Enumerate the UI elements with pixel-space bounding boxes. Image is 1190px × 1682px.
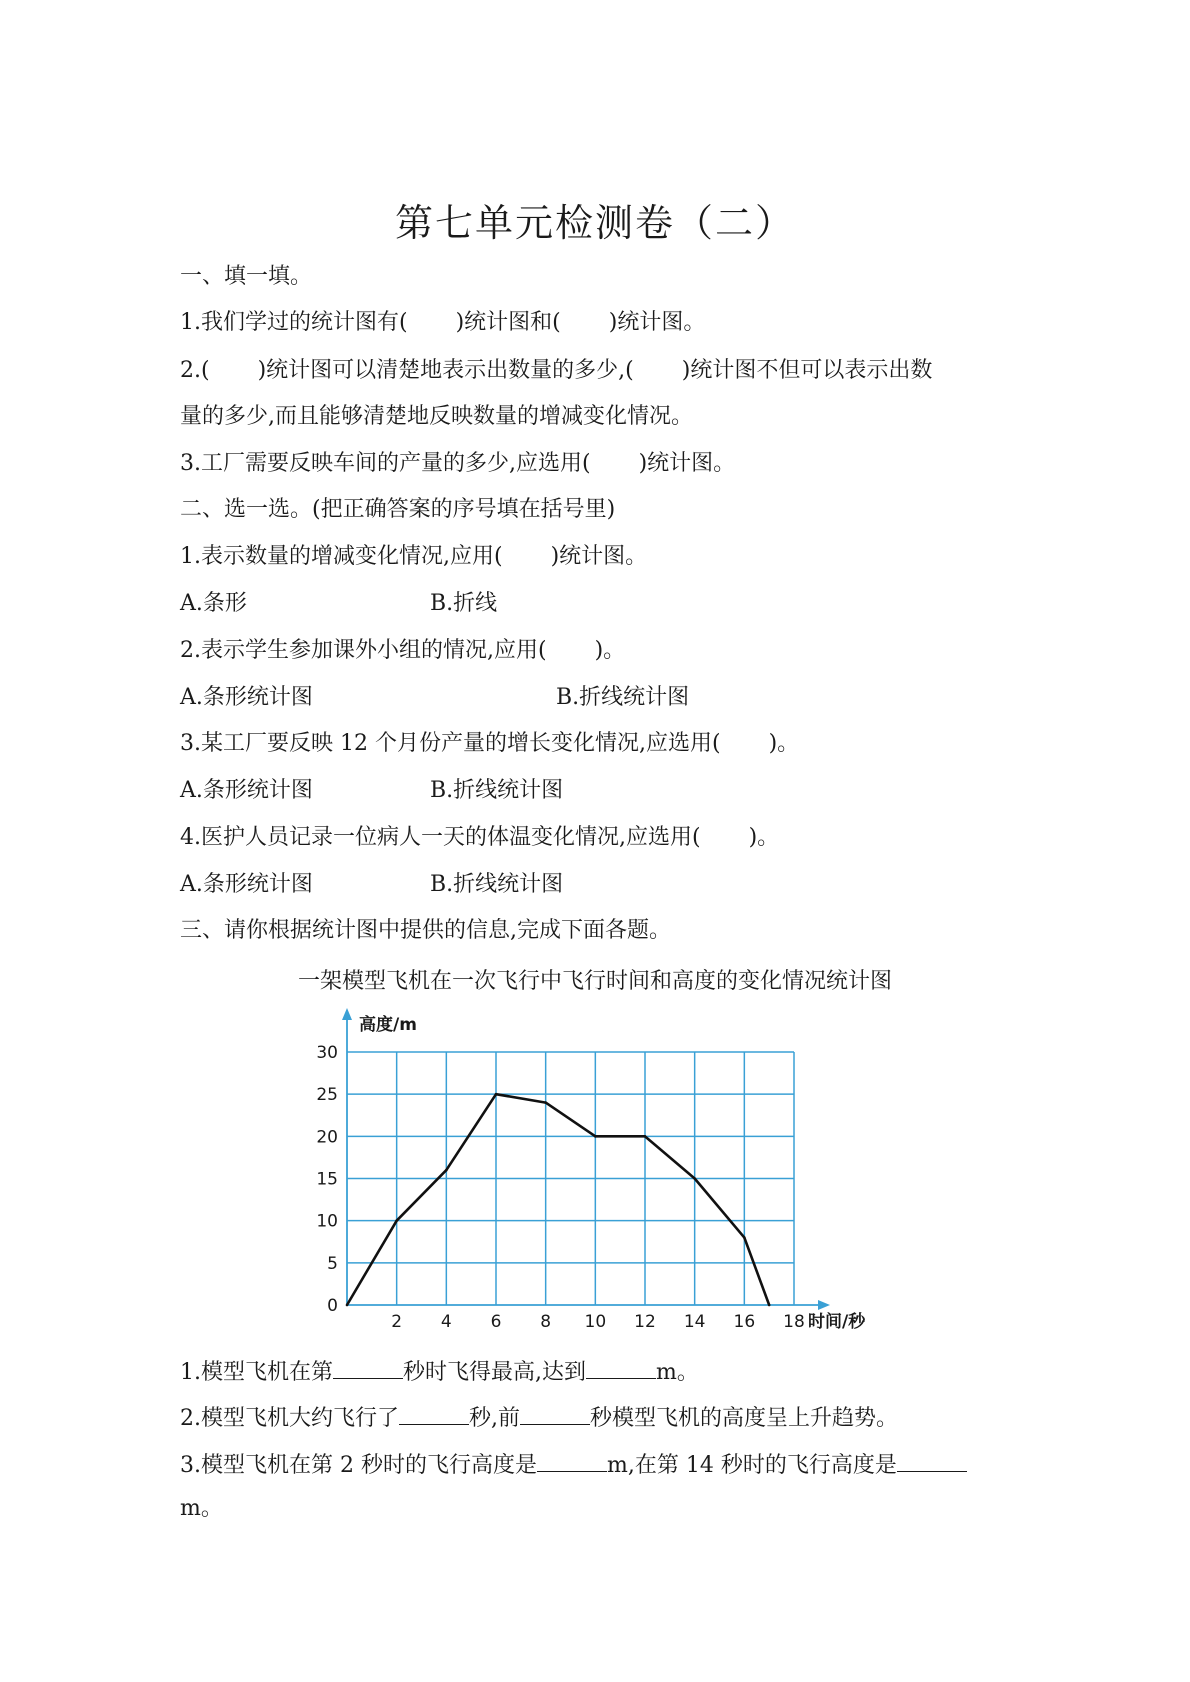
series-line-height xyxy=(347,1094,769,1305)
s1-question-3: 3.工厂需要反映车间的产量的多少,应选用( )统计图。 xyxy=(180,451,736,476)
y-tick-label: 10 xyxy=(316,1211,338,1232)
answer-blank[interactable] xyxy=(520,1400,590,1425)
data-point xyxy=(743,1236,746,1239)
data-point xyxy=(346,1304,349,1307)
data-point xyxy=(594,1135,597,1138)
data-point xyxy=(693,1177,696,1180)
y-tick-label: 5 xyxy=(327,1253,338,1274)
s2-question-2: 2.表示学生参加课外小组的情况,应用( )。 xyxy=(180,638,626,663)
line-chart xyxy=(300,1005,890,1340)
s1-question-2: 2.( )统计图可以清楚地表示出数量的多少,( )统计图不但可以表示出数 xyxy=(180,358,933,383)
s2-q3-option-a: A.条形统计图 xyxy=(180,778,313,803)
x-tick-label: 18 xyxy=(783,1312,805,1332)
s2-q2-option-a: A.条形统计图 xyxy=(180,685,313,710)
y-tick-label: 25 xyxy=(316,1085,338,1106)
data-point xyxy=(445,1169,448,1172)
s2-question-3: 3.某工厂要反映 12 个月份产量的增长变化情况,应选用( )。 xyxy=(180,731,800,756)
answer-blank[interactable] xyxy=(333,1354,403,1379)
y-tick-label: 20 xyxy=(316,1127,338,1148)
data-point xyxy=(644,1135,647,1138)
answer-blank[interactable] xyxy=(897,1447,967,1472)
data-point xyxy=(395,1219,398,1222)
x-tick-label: 8 xyxy=(540,1312,552,1332)
answer-blank[interactable] xyxy=(537,1447,607,1472)
s3-question-3-cont: m。 xyxy=(180,1496,223,1521)
x-tick-label: 6 xyxy=(490,1312,502,1332)
s2-q2-option-b: B.折线统计图 xyxy=(556,685,690,710)
section-3-heading: 三、请你根据统计图中提供的信息,完成下面各题。 xyxy=(180,918,671,943)
x-tick-label: 4 xyxy=(440,1312,452,1332)
s1-question-1: 1.我们学过的统计图有( )统计图和( )统计图。 xyxy=(180,310,706,335)
s2-q4-option-a: A.条形统计图 xyxy=(180,872,313,897)
s2-q3-option-b: B.折线统计图 xyxy=(430,778,564,803)
answer-blank[interactable] xyxy=(586,1354,656,1379)
section-2-heading: 二、选一选。(把正确答案的序号填在括号里) xyxy=(180,497,616,522)
y-axis-arrow xyxy=(342,1008,352,1020)
s2-question-4: 4.医护人员记录一位病人一天的体温变化情况,应选用( )。 xyxy=(180,825,780,850)
s3-question-1: 1.模型飞机在第 秒时飞得最高,达到 m。 xyxy=(180,1354,699,1388)
s2-q1-option-b: B.折线 xyxy=(430,591,498,616)
data-point xyxy=(768,1304,771,1307)
y-axis-label: 高度/m xyxy=(359,1015,417,1035)
x-tick-label: 10 xyxy=(584,1312,607,1332)
x-tick-label: 12 xyxy=(634,1312,656,1332)
data-point xyxy=(544,1101,547,1104)
y-tick-label: 30 xyxy=(316,1043,338,1063)
s3-question-3: 3.模型飞机在第 2 秒时的飞行高度是 m,在第 14 秒时的飞行高度是 xyxy=(180,1447,967,1481)
x-tick-label: 2 xyxy=(391,1312,403,1332)
section-1-heading: 一、填一填。 xyxy=(180,264,313,289)
x-tick-label: 16 xyxy=(733,1312,756,1332)
answer-blank[interactable] xyxy=(399,1400,469,1425)
s1-question-2-cont: 量的多少,而且能够清楚地反映数量的增减变化情况。 xyxy=(180,404,693,429)
x-axis-arrow xyxy=(818,1300,830,1310)
x-tick-label: 14 xyxy=(683,1312,706,1332)
s2-question-1: 1.表示数量的增减变化情况,应用( )统计图。 xyxy=(180,544,648,569)
s2-q1-option-a: A.条形 xyxy=(180,591,247,616)
chart-title: 一架模型飞机在一次飞行中飞行时间和高度的变化情况统计图 xyxy=(297,969,892,994)
y-tick-label: 15 xyxy=(316,1169,338,1190)
s3-question-2: 2.模型飞机大约飞行了 秒,前 秒模型飞机的高度呈上升趋势。 xyxy=(180,1400,898,1434)
s2-q4-option-b: B.折线统计图 xyxy=(430,872,564,897)
y-tick-label: 0 xyxy=(327,1296,338,1316)
data-point xyxy=(495,1093,498,1096)
page-title: 第七单元检测卷（二） xyxy=(394,201,795,245)
x-axis-label: 时间/秒 xyxy=(808,1312,866,1332)
